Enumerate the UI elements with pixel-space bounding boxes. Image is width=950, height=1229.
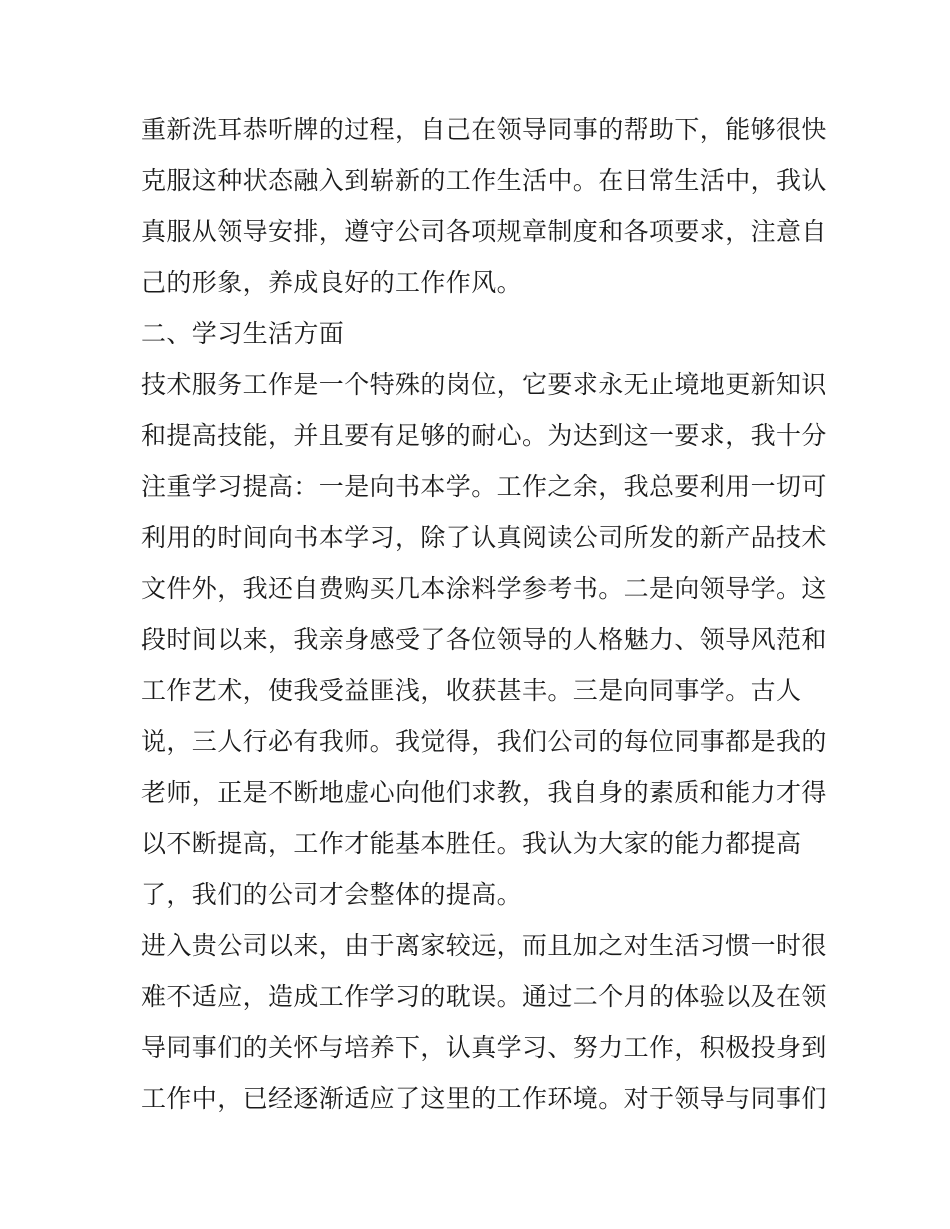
text-line: 说，三人行必有我师。我觉得，我们公司的每位同事都是我的: [141, 727, 827, 756]
text-line: 工作中，已经逐渐适应了这里的工作环境。对于领导与同事们: [141, 1084, 827, 1113]
section-heading: 二、学习生活方面: [141, 319, 345, 348]
text-line: 以不断提高，工作才能基本胜任。我认为大家的能力都提高: [141, 829, 802, 858]
text-line: 导同事们的关怀与培养下，认真学习、努力工作，积极投身到: [141, 1033, 827, 1062]
text-line: 了，我们的公司才会整体的提高。: [141, 880, 523, 909]
text-line: 进入贵公司以来，由于离家较远，而且加之对生活习惯一时很: [141, 931, 827, 960]
text-line: 技术服务工作是一个特殊的岗位，它要求永无止境地更新知识: [141, 370, 827, 399]
text-line: 己的形象，养成良好的工作作风。: [141, 268, 523, 297]
text-line: 文件外，我还自费购买几本涂料学参考书。二是向领导学。这: [141, 574, 827, 603]
text-line: 重新洗耳恭听牌的过程，自己在领导同事的帮助下，能够很快: [141, 115, 827, 144]
text-line: 工作艺术，使我受益匪浅，收获甚丰。三是向同事学。古人: [141, 676, 802, 705]
text-line: 克服这种状态融入到崭新的工作生活中。在日常生活中，我认: [141, 166, 827, 195]
text-line: 利用的时间向书本学习，除了认真阅读公司所发的新产品技术: [141, 523, 827, 552]
text-line: 注重学习提高：一是向书本学。工作之余，我总要利用一切可: [141, 472, 827, 501]
text-line: 真服从领导安排，遵守公司各项规章制度和各项要求，注意自: [141, 217, 827, 246]
text-line: 难不适应，造成工作学习的耽误。通过二个月的体验以及在领: [141, 982, 827, 1011]
text-line: 老师，正是不断地虚心向他们求教，我自身的素质和能力才得: [141, 778, 827, 807]
text-line: 段时间以来，我亲身感受了各位领导的人格魅力、领导风范和: [141, 625, 827, 654]
text-line: 和提高技能，并且要有足够的耐心。为达到这一要求，我十分: [141, 421, 827, 450]
